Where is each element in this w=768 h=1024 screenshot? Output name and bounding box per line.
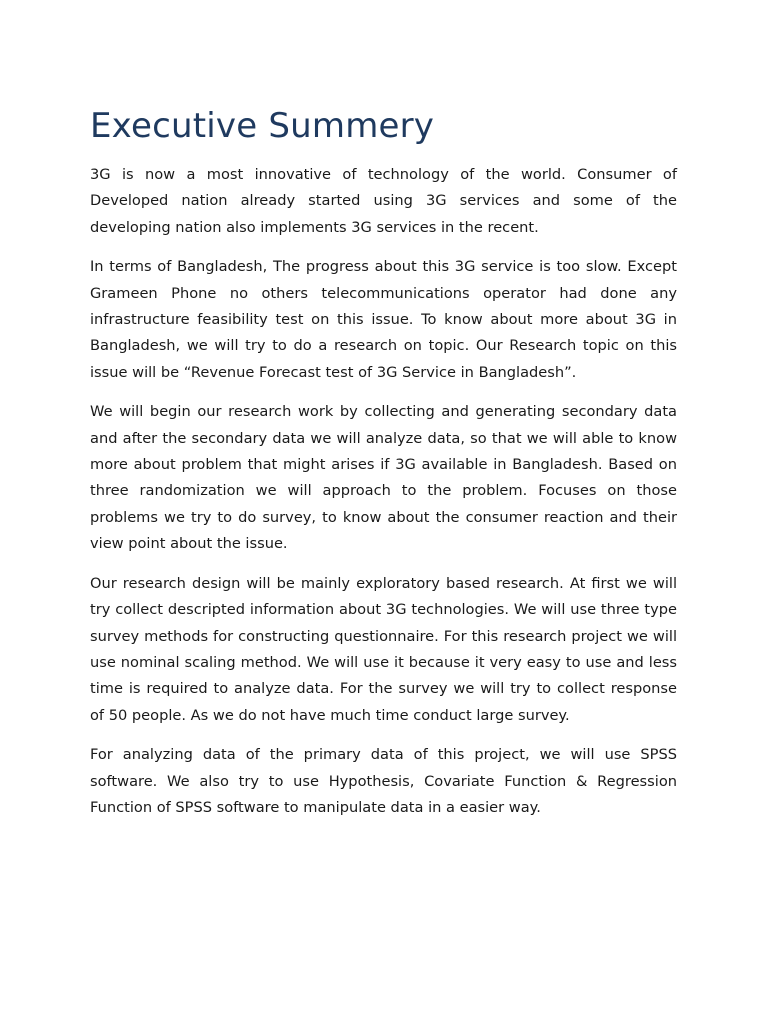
paragraph-data-analysis: For analyzing data of the primary data of this project, we will use SPSS software. We also try to use Hypothesis, Covariate Function & Regression Function of SPSS software to manipulate data in a easier way. <box>90 746 677 816</box>
paragraph-research-design: Our research design will be mainly exploratory based research. At first we will try collect descripted information about 3G technologies. We will use three type survey methods for constructing questionnaire. For this research project we will use nominal scaling method. We will use it because it very easy to use and less time is required to analyze data. For the survey we will try to collect response of 50 people. As we do not have much time conduct large survey. <box>90 574 677 724</box>
page-title: Executive Summery <box>90 106 435 146</box>
paragraph-intro: 3G is now a most innovative of technology of the world. Consumer of Developed nation already started using 3G services and some of the developing nation also implements 3G services in the recent. <box>90 166 677 236</box>
document-body <box>90 104 677 834</box>
paragraph-bangladesh: In terms of Bangladesh, The progress about this 3G service is too slow. Except Grameen Phone no others telecommunications operator had done any infrastructure feasibility test on this issue. To know about more about 3G in Bangladesh, we will try to do a research on topic. Our Research topic on this issue will be “Revenue Forecast test of 3G Service in Bangladesh”. <box>90 258 677 381</box>
paragraph-research-work: We will begin our research work by collecting and generating secondary data and after the secondary data we will analyze data, so that we will able to know more about problem that might arises if 3G available in Bangladesh. Based on three randomization we will approach to the problem. Focuses on those problems we try to do survey, to know about the consumer reaction and their view point about the issue. <box>90 403 677 553</box>
